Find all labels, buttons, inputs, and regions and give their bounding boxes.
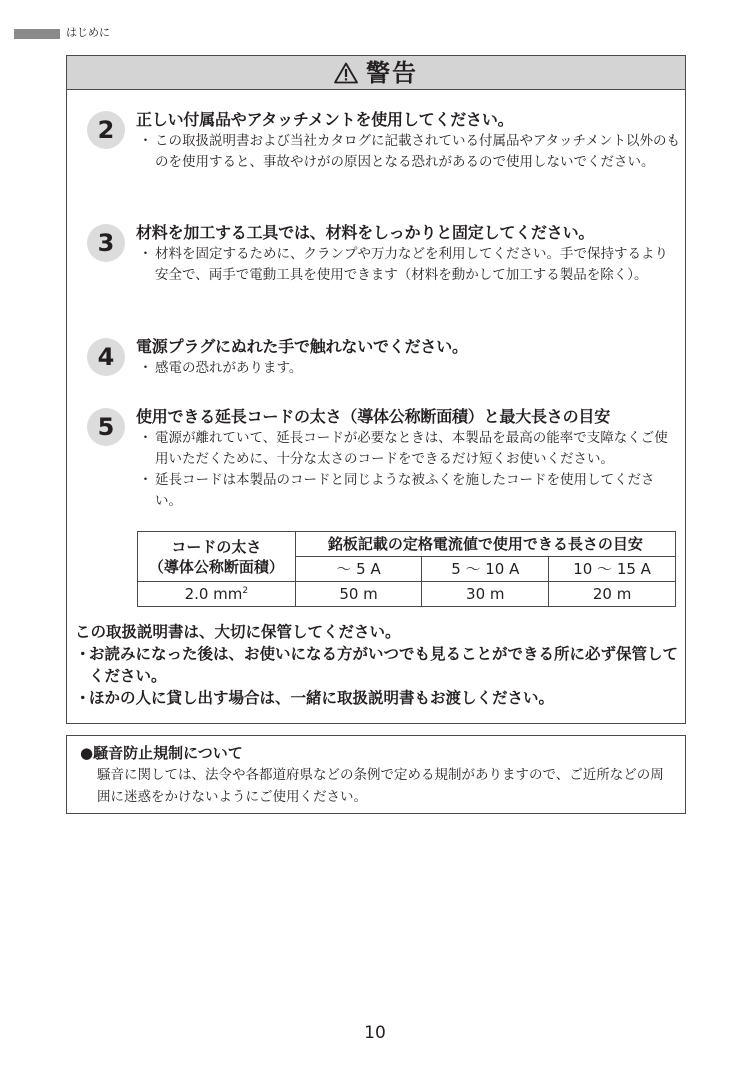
cord-size-header-line1: コードの太さ xyxy=(171,537,262,556)
item-bullet xyxy=(136,131,681,173)
length-cell: 50 m xyxy=(295,582,422,607)
section-label: はじめに xyxy=(66,26,110,39)
section-marker-bar xyxy=(14,29,60,39)
bullet-mark: ・ xyxy=(138,246,153,262)
item-title: 材料を加工する工具では、材料をしっかりと固定してください。 xyxy=(136,223,595,242)
keep-notice-title: この取扱説明書は、大切に保管してください。 xyxy=(75,623,401,641)
bullet-mark: ・ xyxy=(75,689,91,707)
current-range-header: ～ 5 A xyxy=(295,557,422,582)
bullet-mark: ・ xyxy=(138,133,153,149)
bullet-text: この取扱説明書および当社カタログに記載されている付属品やアタッチメント以外のものを使用すると、事故やけがの原因となる恐れがあるので使用しないでください。 xyxy=(155,133,681,170)
item-number-badge: 3 xyxy=(87,224,125,262)
page-number: 10 xyxy=(364,1023,386,1043)
keep-notice-bullet xyxy=(75,687,680,709)
length-cell: 20 m xyxy=(549,582,676,607)
item-bullet xyxy=(136,358,681,379)
current-range-header: 5 ～ 10 A xyxy=(422,557,549,582)
item-number-badge: 5 xyxy=(87,408,125,446)
cord-size-cell xyxy=(138,582,296,607)
cord-size-superscript: 2 xyxy=(242,586,249,596)
noise-regulation-title: ●騒音防止規制について xyxy=(80,744,243,762)
bullet-text: ほかの人に貸し出す場合は、一緒に取扱説明書もお渡しください。 xyxy=(89,689,555,707)
bullet-text: 延長コードは本製品のコードと同じような被ふくを施したコードを使用してください。 xyxy=(155,472,655,509)
noise-regulation-text: 騒音に関しては、法令や各都道府県などの条例で定める規制がありますので、ご近所などの周囲に迷惑をかけないようにご使用ください。 xyxy=(97,767,664,805)
bullet-text: お読みになった後は、お使いになる方がいつでも見ることができる所に必ず保管してください。 xyxy=(89,645,679,685)
extension-cord-table xyxy=(137,531,676,607)
item-number-badge: 4 xyxy=(87,338,125,376)
bullet-mark: ・ xyxy=(138,472,153,488)
noise-regulation-box xyxy=(66,735,686,814)
length-cell: 30 m xyxy=(422,582,549,607)
cord-size-header xyxy=(138,532,296,582)
item-title: 電源プラグにぬれた手で触れないでください。 xyxy=(136,337,468,356)
item-bullet xyxy=(136,470,681,512)
item-title: 正しい付属品やアタッチメントを使用してください。 xyxy=(136,110,514,129)
table-row xyxy=(138,582,676,607)
bullet-mark: ・ xyxy=(138,360,153,376)
bullet-text: 電源が離れていて、延長コードが必要なときは、本製品を最高の能率で支障なくご使用いただくために、十分な太さのコードをできるだけ短くお使いください。 xyxy=(155,430,668,467)
cord-size-value: 2.0 mm xyxy=(184,585,243,603)
keep-manual-notice xyxy=(75,621,680,709)
item-bullet xyxy=(136,428,681,470)
warning-triangle-icon xyxy=(334,62,358,84)
current-range-header: 10 ～ 15 A xyxy=(549,557,676,582)
item-bullet xyxy=(136,244,681,286)
item-title: 使用できる延長コードの太さ（導体公称断面積）と最大長さの目安 xyxy=(136,407,611,426)
bullet-text: 感電の恐れがあります。 xyxy=(155,360,303,376)
cord-size-header-line2: （導体公称断面積） xyxy=(148,557,284,576)
keep-notice-bullet xyxy=(75,643,680,687)
warning-title: 警告 xyxy=(366,58,418,87)
bullet-mark: ・ xyxy=(75,645,91,663)
warning-box xyxy=(66,55,686,724)
length-group-header: 銘板記載の定格電流値で使用できる長さの目安 xyxy=(295,532,675,557)
warning-header xyxy=(67,56,685,90)
item-number-badge: 2 xyxy=(87,111,125,149)
bullet-text: 材料を固定するために、クランプや万力などを利用してください。手で保持するより安全で、両手で電動工具を使用できます（材料を動かして加工する製品を除く）。 xyxy=(155,246,668,283)
bullet-mark: ・ xyxy=(138,430,153,446)
